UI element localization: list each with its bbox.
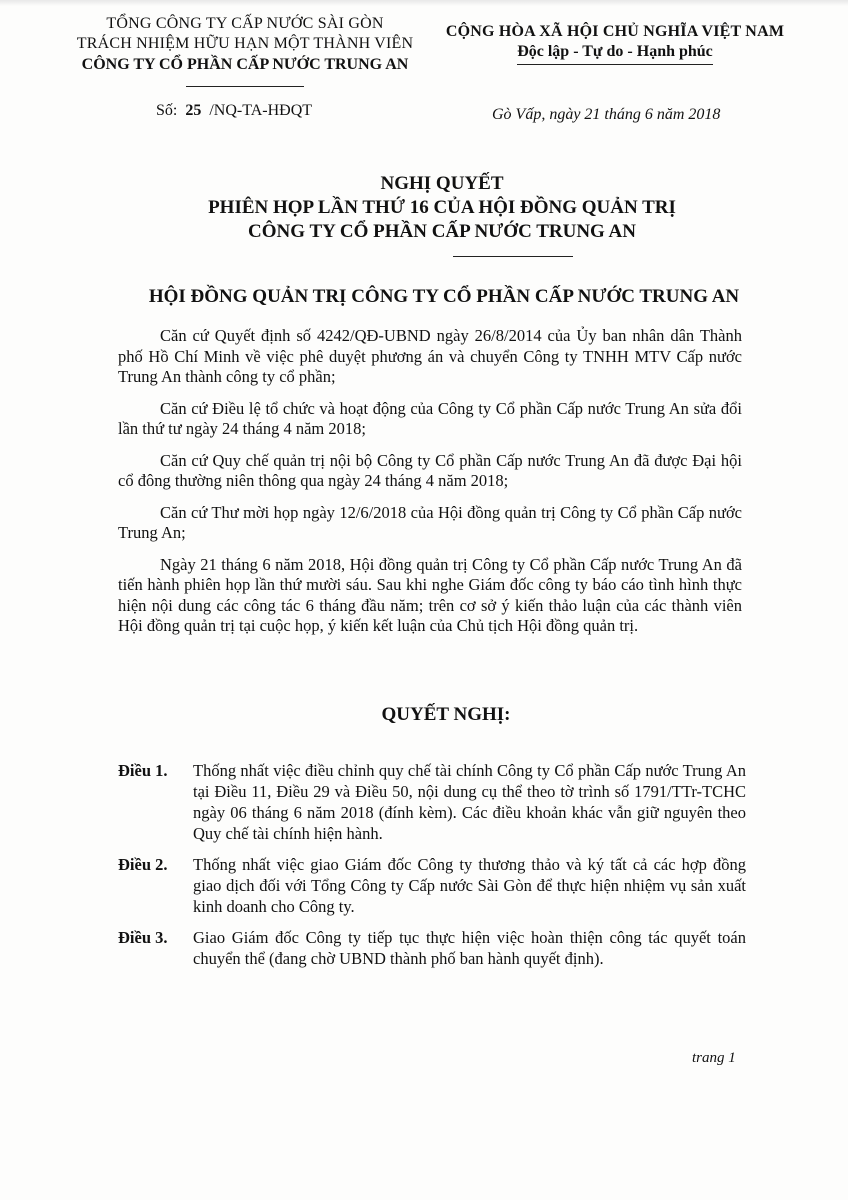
document-number xyxy=(156,102,312,120)
article-text: Thống nhất việc điều chỉnh quy chế tài chính Công ty Cổ phần Cấp nước Trung An tại Điều 11, Điều 29 và Điều 50, nội dung cụ thể theo tờ trình số 1791/TTr-TCHC ngày 06 tháng 6 năm 2018 (đính kèm). Các điều khoản khác vẫn giữ nguyên theo Quy chế tài chính hiện hành. xyxy=(193,761,746,843)
preamble xyxy=(118,326,742,648)
preamble-paragraph: Căn cứ Quyết định số 4242/QĐ-UBND ngày 26/8/2014 của Ủy ban nhân dân Thành phố Hồ Chí Minh về việc phê duyệt phương án và chuyển Công ty TNHH MTV Cấp nước Trung An thành công ty cổ phần; xyxy=(118,326,742,386)
document-number-prefix: Số: xyxy=(156,102,178,119)
national-motto: Độc lập - Tự do - Hạnh phúc xyxy=(517,42,713,65)
national-header xyxy=(430,22,800,65)
decision-heading: QUYẾT NGHỊ: xyxy=(381,704,511,725)
issuer-company-name: CÔNG TY CỔ PHẦN CẤP NƯỚC TRUNG AN xyxy=(81,56,409,73)
scan-edge xyxy=(0,0,848,6)
article-item xyxy=(118,760,746,844)
article-label: Điều 3. xyxy=(118,928,168,947)
issuer-parent-line2: TRÁCH NHIỆM HỮU HẠN MỘT THÀNH VIÊN xyxy=(76,35,414,52)
document-number-suffix: /NQ-TA-HĐQT xyxy=(209,102,313,119)
place-date: Gò Vấp, ngày 21 tháng 6 năm 2018 xyxy=(492,106,721,123)
issuer-header xyxy=(60,14,430,87)
title-underline xyxy=(453,256,573,257)
issuer-parent-line1: TỔNG CÔNG TY CẤP NƯỚC SÀI GÒN xyxy=(106,15,384,32)
article-text: Giao Giám đốc Công ty tiếp tục thực hiện việc hoàn thiện công tác quyết toán chuyển thể (đang chờ UBND thành phố ban hành quyết định). xyxy=(193,928,746,968)
preamble-paragraph: Căn cứ Thư mời họp ngày 12/6/2018 của Hội đồng quản trị Công ty Cổ phần Cấp nước Trung An; xyxy=(118,502,742,542)
preamble-paragraph: Căn cứ Quy chế quản trị nội bộ Công ty Cổ phần Cấp nước Trung An đã được Đại hội cổ đông thường niên thông qua ngày 24 tháng 4 năm 2018; xyxy=(118,450,742,490)
preamble-paragraph: Ngày 21 tháng 6 năm 2018, Hội đồng quản trị Công ty Cổ phần Cấp nước Trung An đã tiến hành phiên họp lần thứ mười sáu. Sau khi nghe Giám đốc công ty báo cáo tình hình thực hiện nội dung các công tác 6 tháng đầu năm; trên cơ sở ý kiến thảo luận của các thành viên Hội đồng quản trị tại cuộc họp, ý kiến kết luận của Chủ tịch Hội đồng quản trị. xyxy=(118,554,742,635)
title-line3: CÔNG TY CỔ PHẦN CẤP NƯỚC TRUNG AN xyxy=(248,221,636,242)
title-line1: NGHỊ QUYẾT xyxy=(380,173,504,194)
article-item xyxy=(118,927,746,969)
page-number: trang 1 xyxy=(692,1050,736,1066)
articles-list xyxy=(118,760,746,979)
article-item xyxy=(118,854,746,917)
document-title xyxy=(0,172,848,257)
title-line2: PHIÊN HỌP LẦN THỨ 16 CỦA HỘI ĐỒNG QUẢN TRỊ xyxy=(208,197,676,218)
article-label: Điều 1. xyxy=(118,761,168,780)
article-text: Thống nhất việc giao Giám đốc Công ty thương thảo và ký tất cả các hợp đồng giao dịch đối với Tổng Công ty Cấp nước Sài Gòn để thực hiện nhiệm vụ sản xuất kinh doanh cho Công ty. xyxy=(193,855,746,916)
board-heading: HỘI ĐỒNG QUẢN TRỊ CÔNG TY CỔ PHẦN CẤP NƯỚC TRUNG AN xyxy=(148,286,740,307)
national-title: CỘNG HÒA XÃ HỘI CHỦ NGHĨA VIỆT NAM xyxy=(445,23,785,40)
document-number-value: 25 xyxy=(185,102,202,119)
issuer-underline xyxy=(186,86,304,87)
preamble-paragraph: Căn cứ Điều lệ tổ chức và hoạt động của Công ty Cổ phần Cấp nước Trung An sửa đổi lần thứ tư ngày 24 tháng 4 năm 2018; xyxy=(118,398,742,438)
article-label: Điều 2. xyxy=(118,855,168,874)
